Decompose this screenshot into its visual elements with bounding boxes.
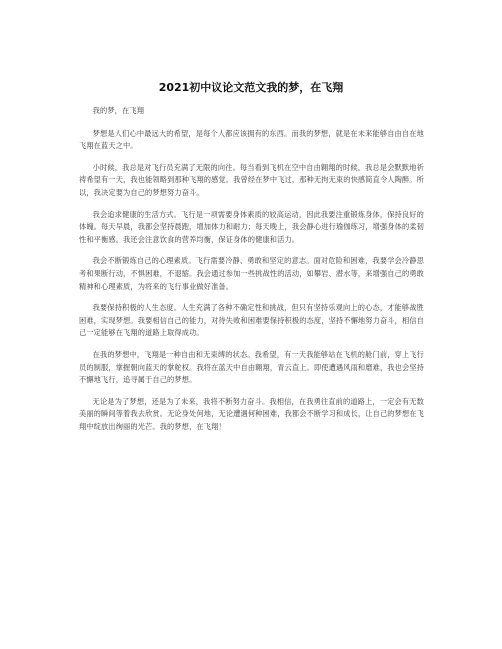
paragraph-4: 我会不断锻炼自己的心理素质。飞行需要冷静、勇敢和坚定的意志。面对危险和困难，我要学会冷静思考和果断行动，不惧困难，不退缩。我会通过参加一些挑战性的活动，如攀岩、潜水等，来增强自己的勇敢精神和心理素质，为将来的飞行事业做好准备。 xyxy=(79,256,424,291)
paragraph-1: 梦想是人们心中最远大的希望，是每个人都应该拥有的东西。而我的梦想，就是在未来能够自由自在地飞翔在蓝天之中。 xyxy=(79,128,424,151)
document-title: 2021初中议论文范文我的梦，在飞翔 xyxy=(158,81,344,94)
paragraph-3: 我会追求健康的生活方式。飞行是一项需要身体素质的较高运动，因此我要注重锻炼身体，保持良好的体魄。每天早晨，我都会坚持晨跑，增加体力和耐力；每天晚上，我会静心进行瑜伽练习，增强身体的柔韧性和平衡感。我还会注意饮食的营养均衡，保证身体的健康和活力。 xyxy=(79,209,424,244)
paragraph-subtitle: 我的梦，在飞翔 xyxy=(92,106,145,115)
paragraph-7: 无论是为了梦想，还是为了未来，我将不断努力奋斗。我相信，在我勇往直前的道路上，一定会有无数美丽的瞬间等着我去欣赏。无论身处何地，无论遭遇何种困难，我都会不断学习和成长，让自己的梦想在飞翔中绽放出绚丽的光芒。我的梦想，在飞翔！ xyxy=(79,396,424,431)
document-body xyxy=(79,105,424,442)
paragraph-6: 在我的梦想中，飞翔是一种自由和无束缚的状态。我希望，有一天我能够站在飞机的舱门前，穿上飞行员的制服，掌握朝向蓝天的掌舵权。我将在蓝天中自由翱翔，青云直上。即使遭遇风雨和磨难，我也会坚持不懈地飞行，追寻属于自己的梦想。 xyxy=(79,349,424,385)
paragraph-2: 小时候，我总是对飞行员充满了无限的向往。每当看到飞机在空中自由翱翔的时候，我总是会默默地祈祷希望有一天，我也能领略到那种飞翔的感觉。我曾经在梦中飞过，那种无拘无束的快感简直令人陶醉。所以，我决定要为自己的梦想努力奋斗。 xyxy=(79,162,424,197)
paragraph-5: 我要保持积极的人生态度。人生充满了各种不确定性和挑战，但只有坚持乐观向上的心态，才能够战胜困难，实现梦想。我要相信自己的能力，对待失败和困难要保持积极的态度，坚持不懈地努力奋斗，相信自己一定能够在飞翔的道路上取得成功。 xyxy=(79,303,424,338)
